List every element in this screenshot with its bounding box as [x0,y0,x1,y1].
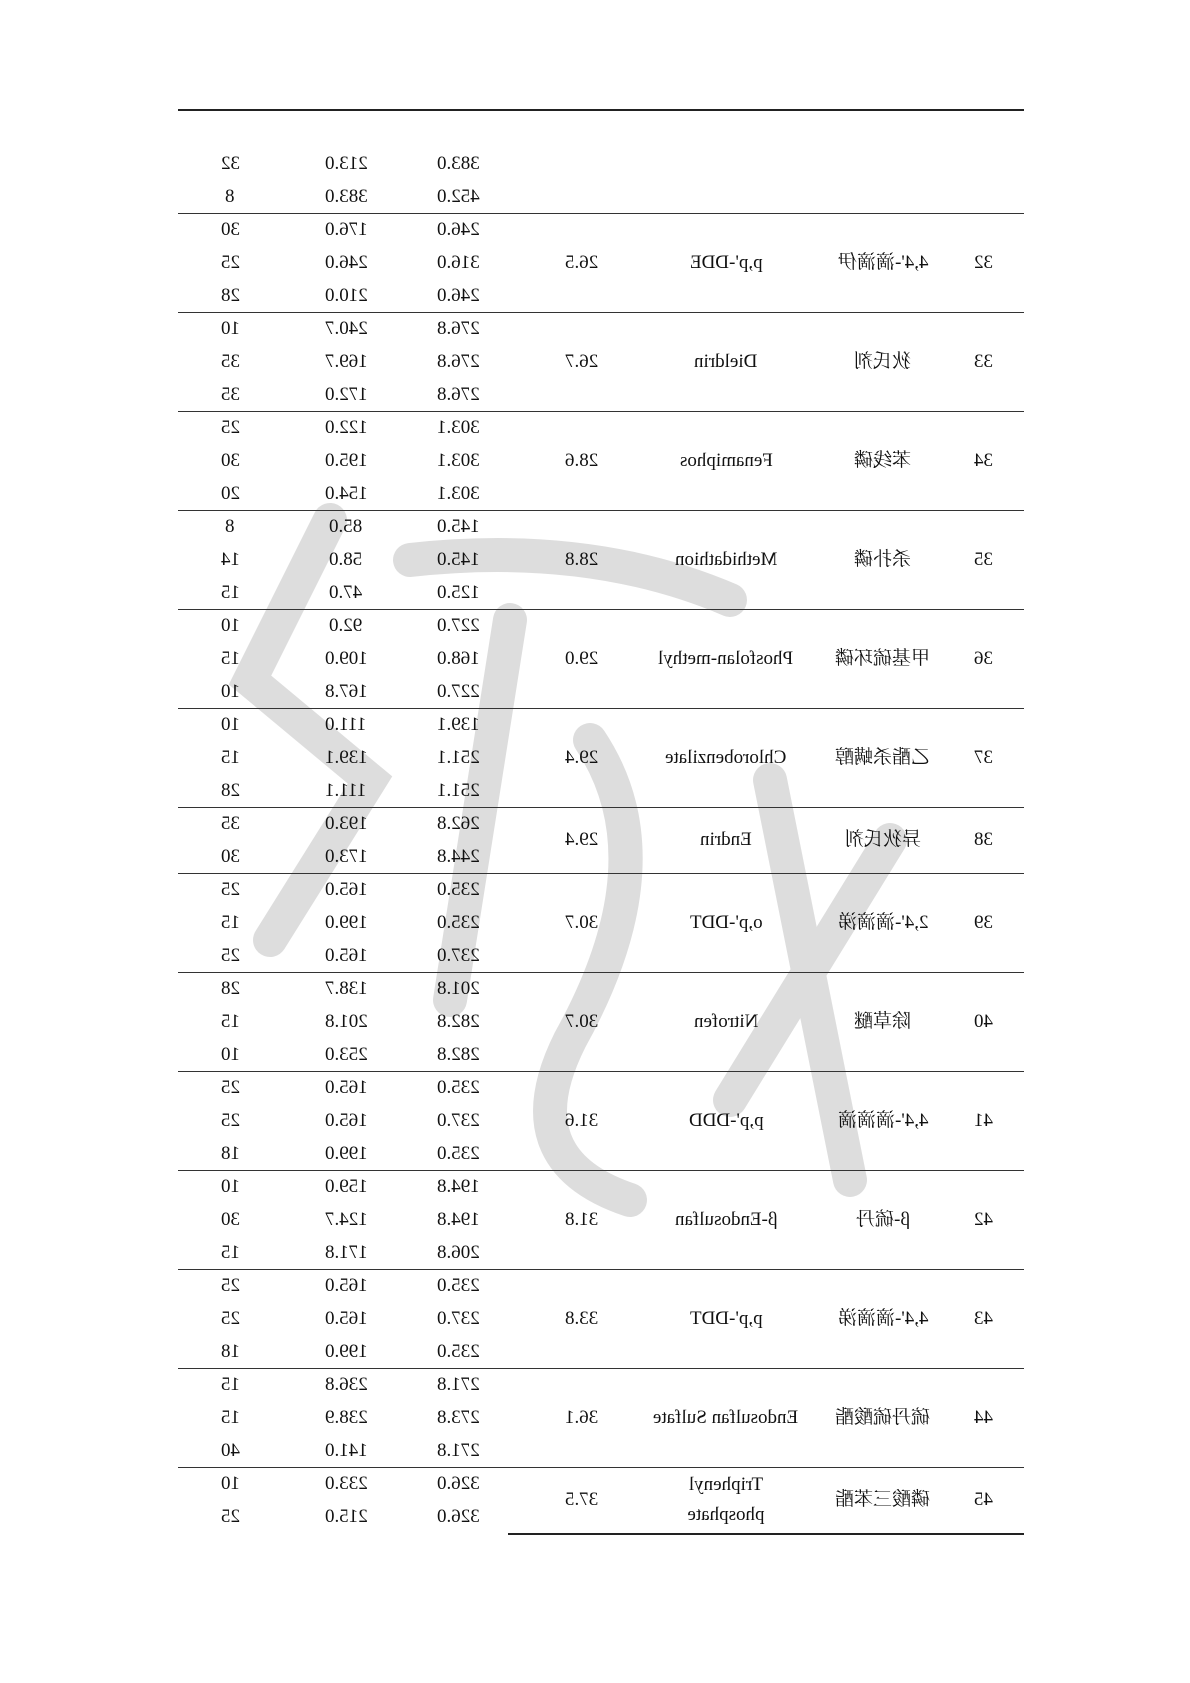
compound-number: 40 [973,1010,993,1032]
compound-number: 32 [973,251,993,273]
product-ion-cell: 246.0 [324,252,368,273]
product-ion-cell: 171.8 [324,1242,368,1263]
precursor-ion-cell: 201.8 [436,978,480,999]
collision-energy-cell: 10 [220,714,240,735]
product-ion-cell: 111.0 [325,714,367,735]
english-name: p,p'-DDD [688,1109,764,1131]
chinese-name: 磷酸三苯酯 [835,1489,931,1510]
precursor-ion-cell: 383.0 [436,153,480,174]
collision-energy-cell: 25 [220,879,240,900]
collision-energy-cell: 25 [220,1110,240,1131]
collision-energy-cell: 18 [220,1341,240,1362]
retention-time: 28.6 [565,449,599,471]
precursor-ion-cell: 276.8 [436,384,480,405]
precursor-ion-cell: 276.8 [436,318,480,339]
product-ion-cell: 383.0 [324,186,368,207]
product-ion-cell: 233.0 [324,1473,368,1494]
precursor-ion-cell: 235.0 [436,1275,480,1296]
product-ion-cell: 236.8 [324,1374,368,1395]
collision-energy-cell: 25 [220,1308,240,1329]
product-ion-cell: 210.0 [324,285,368,306]
precursor-ion-cell: 237.0 [436,945,480,966]
precursor-ion-cell: 282.8 [436,1044,480,1065]
product-ion-cell: 199.0 [324,1341,368,1362]
precursor-ion-cell: 227.0 [436,615,480,636]
collision-energy-cell: 15 [220,912,240,933]
english-name: p,p'-DDT [689,1307,763,1329]
precursor-ion-cell: 262.8 [436,813,480,834]
chinese-name: 狄氏剂 [854,350,912,372]
collision-energy-cell: 25 [220,1077,240,1098]
chinese-name: 甲基硫环磷 [835,647,931,669]
chinese-name: 4,4'-滴滴伊 [837,251,929,273]
compound-number: 41 [973,1109,993,1131]
retention-time: 29.0 [565,647,599,669]
collision-energy-cell: 40 [220,1440,240,1461]
collision-energy-cell: 25 [220,252,240,273]
product-ion-cell: 172.0 [324,384,368,405]
precursor-ion-cell: 244.8 [436,846,480,867]
product-ion-cell: 165.0 [324,1110,368,1131]
compound-number: 45 [973,1489,993,1510]
chinese-name: 4,4'-滴滴涕 [837,1307,929,1329]
chinese-name: 硫丹硫酸酯 [835,1406,931,1428]
product-ion-cell: 141.0 [324,1440,368,1461]
collision-energy-cell: 32 [220,153,240,174]
collision-energy-cell: 30 [220,219,240,240]
collision-energy-cell: 28 [220,285,240,306]
compound-number: 34 [973,449,993,471]
chinese-name: β-硫丹 [856,1208,910,1230]
collision-energy-cell: 8 [225,186,235,207]
retention-time: 28.8 [565,548,599,570]
english-name: o,p'-DDT [689,911,763,933]
product-ion-cell: 122.0 [324,417,368,438]
precursor-ion-cell: 235.0 [436,1341,480,1362]
product-ion-cell: 253.0 [324,1044,368,1065]
collision-energy-cell: 10 [220,615,240,636]
precursor-ion-cell: 246.0 [436,219,480,240]
chinese-name: 苯线磷 [854,449,912,471]
product-ion-cell: 47.0 [329,582,363,603]
product-ion-cell: 58.0 [329,549,363,570]
product-ion-cell: 215.0 [324,1506,368,1527]
precursor-ion-cell: 125.0 [436,582,480,603]
collision-energy-cell: 15 [220,648,240,669]
collision-energy-cell: 15 [220,1374,240,1395]
collision-energy-cell: 35 [220,384,240,405]
product-ion-cell: 240.7 [324,318,368,339]
product-ion-cell: 159.0 [324,1176,368,1197]
precursor-ion-cell: 303.1 [436,450,480,471]
bottom-rule [508,1533,1024,1535]
precursor-ion-cell: 235.0 [436,1143,480,1164]
english-name: Dieldrin [694,350,758,372]
collision-energy-cell: 28 [220,978,240,999]
top-rule [178,109,1024,111]
compound-number: 38 [973,829,993,850]
precursor-ion-cell: 237.0 [436,1110,480,1131]
product-ion-cell: 111.1 [325,780,367,801]
precursor-ion-cell: 194.8 [436,1209,480,1230]
collision-energy-cell: 28 [220,780,240,801]
chinese-name: 4,4'-滴滴滴 [837,1109,929,1131]
english-name: Endosulfan Sulfate [653,1406,799,1428]
compound-number: 39 [973,911,993,933]
compound-number: 35 [973,548,993,570]
precursor-ion-cell: 235.0 [436,1077,480,1098]
collision-energy-cell: 14 [220,549,240,570]
product-ion-cell: 165.0 [324,1308,368,1329]
product-ion-cell: 85.0 [329,516,363,537]
compound-number: 37 [973,746,993,768]
english-name: Endrin [700,829,752,850]
precursor-ion-cell: 206.8 [436,1242,480,1263]
chinese-name: 乙酯杀螨醇 [835,746,931,768]
retention-time: 36.1 [565,1406,599,1428]
precursor-ion-cell: 303.1 [436,417,480,438]
chinese-name: 2,4'-滴滴涕 [837,911,929,933]
compound-number: 33 [973,350,993,372]
product-ion-cell: 165.0 [324,879,368,900]
precursor-ion-cell: 452.0 [436,186,480,207]
collision-energy-cell: 18 [220,1143,240,1164]
precursor-ion-cell: 271.8 [436,1374,480,1395]
collision-energy-cell: 30 [220,450,240,471]
product-ion-cell: 167.8 [324,681,368,702]
product-ion-cell: 138.7 [324,978,368,999]
compound-number: 36 [973,647,993,669]
english-name: Nitrofen [693,1010,759,1032]
english-name: Methidathion [674,548,778,570]
collision-energy-cell: 15 [220,747,240,768]
collision-energy-cell: 10 [220,318,240,339]
english-name: Chlorobenzilate [665,746,787,768]
collision-energy-cell: 25 [220,1506,240,1527]
product-ion-cell: 199.0 [324,912,368,933]
product-ion-cell: 165.0 [324,945,368,966]
retention-time: 30.7 [565,1010,599,1032]
collision-energy-cell: 15 [220,1242,240,1263]
collision-energy-cell: 20 [220,483,240,504]
precursor-ion-cell: 271.8 [436,1440,480,1461]
english-name: Fenamiphos [679,449,773,471]
product-ion-cell: 109.0 [324,648,368,669]
product-ion-cell: 154.0 [324,483,368,504]
product-ion-cell: 199.0 [324,1143,368,1164]
precursor-ion-cell: 326.0 [436,1506,480,1527]
product-ion-cell: 139.1 [324,747,368,768]
product-ion-cell: 92.0 [329,615,363,636]
retention-time: 33.8 [565,1307,599,1329]
retention-time: 29.4 [565,829,599,850]
product-ion-cell: 165.0 [324,1275,368,1296]
precursor-ion-cell: 145.0 [436,549,480,570]
collision-energy-cell: 30 [220,1209,240,1230]
precursor-ion-cell: 235.0 [436,912,480,933]
collision-energy-cell: 35 [220,813,240,834]
english-name: β-Endosulfan [674,1208,778,1230]
product-ion-cell: 213.0 [324,153,368,174]
collision-energy-cell: 10 [220,1176,240,1197]
precursor-ion-cell: 251.1 [436,747,480,768]
collision-energy-cell: 25 [220,417,240,438]
product-ion-cell: 195.0 [324,450,368,471]
retention-time: 37.5 [565,1489,599,1510]
retention-time: 26.7 [565,350,599,372]
precursor-ion-cell: 251.1 [436,780,480,801]
retention-time: 30.7 [565,911,599,933]
precursor-ion-cell: 316.0 [436,252,480,273]
precursor-ion-cell: 145.0 [436,516,480,537]
precursor-ion-cell: 139.1 [436,714,480,735]
chinese-name: 异狄氏剂 [844,829,921,850]
product-ion-cell: 165.0 [324,1077,368,1098]
collision-energy-cell: 10 [220,681,240,702]
english-name: Phosfolan-methyl [658,647,794,669]
product-ion-cell: 238.9 [324,1407,368,1428]
precursor-ion-cell: 276.8 [436,351,480,372]
precursor-ion-cell: 282.8 [436,1011,480,1032]
chinese-name: 除草醚 [854,1010,912,1032]
collision-energy-cell: 15 [220,1011,240,1032]
collision-energy-cell: 10 [220,1473,240,1494]
retention-time: 26.5 [565,251,599,273]
product-ion-cell: 193.0 [324,813,368,834]
precursor-ion-cell: 194.8 [436,1176,480,1197]
product-ion-cell: 173.0 [324,846,368,867]
precursor-ion-cell: 168.0 [436,648,480,669]
compound-number: 43 [973,1307,993,1329]
retention-time: 29.4 [565,746,599,768]
retention-time: 31.6 [565,1109,599,1131]
collision-energy-cell: 15 [220,1407,240,1428]
product-ion-cell: 176.0 [324,219,368,240]
precursor-ion-cell: 303.1 [436,483,480,504]
collision-energy-cell: 10 [220,1044,240,1065]
compound-number: 44 [973,1406,993,1428]
precursor-ion-cell: 246.0 [436,285,480,306]
chinese-name: 杀扑磷 [854,548,912,570]
precursor-ion-cell: 227.0 [436,681,480,702]
collision-energy-cell: 35 [220,351,240,372]
precursor-ion-cell: 326.0 [436,1473,480,1494]
english-name: Triphenyl phosphate [687,1474,765,1525]
english-name: p,p'-DDE [689,251,763,273]
precursor-ion-cell: 237.0 [436,1308,480,1329]
collision-energy-cell: 8 [225,516,235,537]
collision-energy-cell: 25 [220,1275,240,1296]
retention-time: 31.8 [565,1208,599,1230]
product-ion-cell: 124.7 [324,1209,368,1230]
collision-energy-cell: 25 [220,945,240,966]
precursor-ion-cell: 235.0 [436,879,480,900]
compound-number: 42 [973,1208,993,1230]
collision-energy-cell: 30 [220,846,240,867]
product-ion-cell: 201.8 [324,1011,368,1032]
collision-energy-cell: 15 [220,582,240,603]
product-ion-cell: 169.7 [324,351,368,372]
precursor-ion-cell: 273.8 [436,1407,480,1428]
